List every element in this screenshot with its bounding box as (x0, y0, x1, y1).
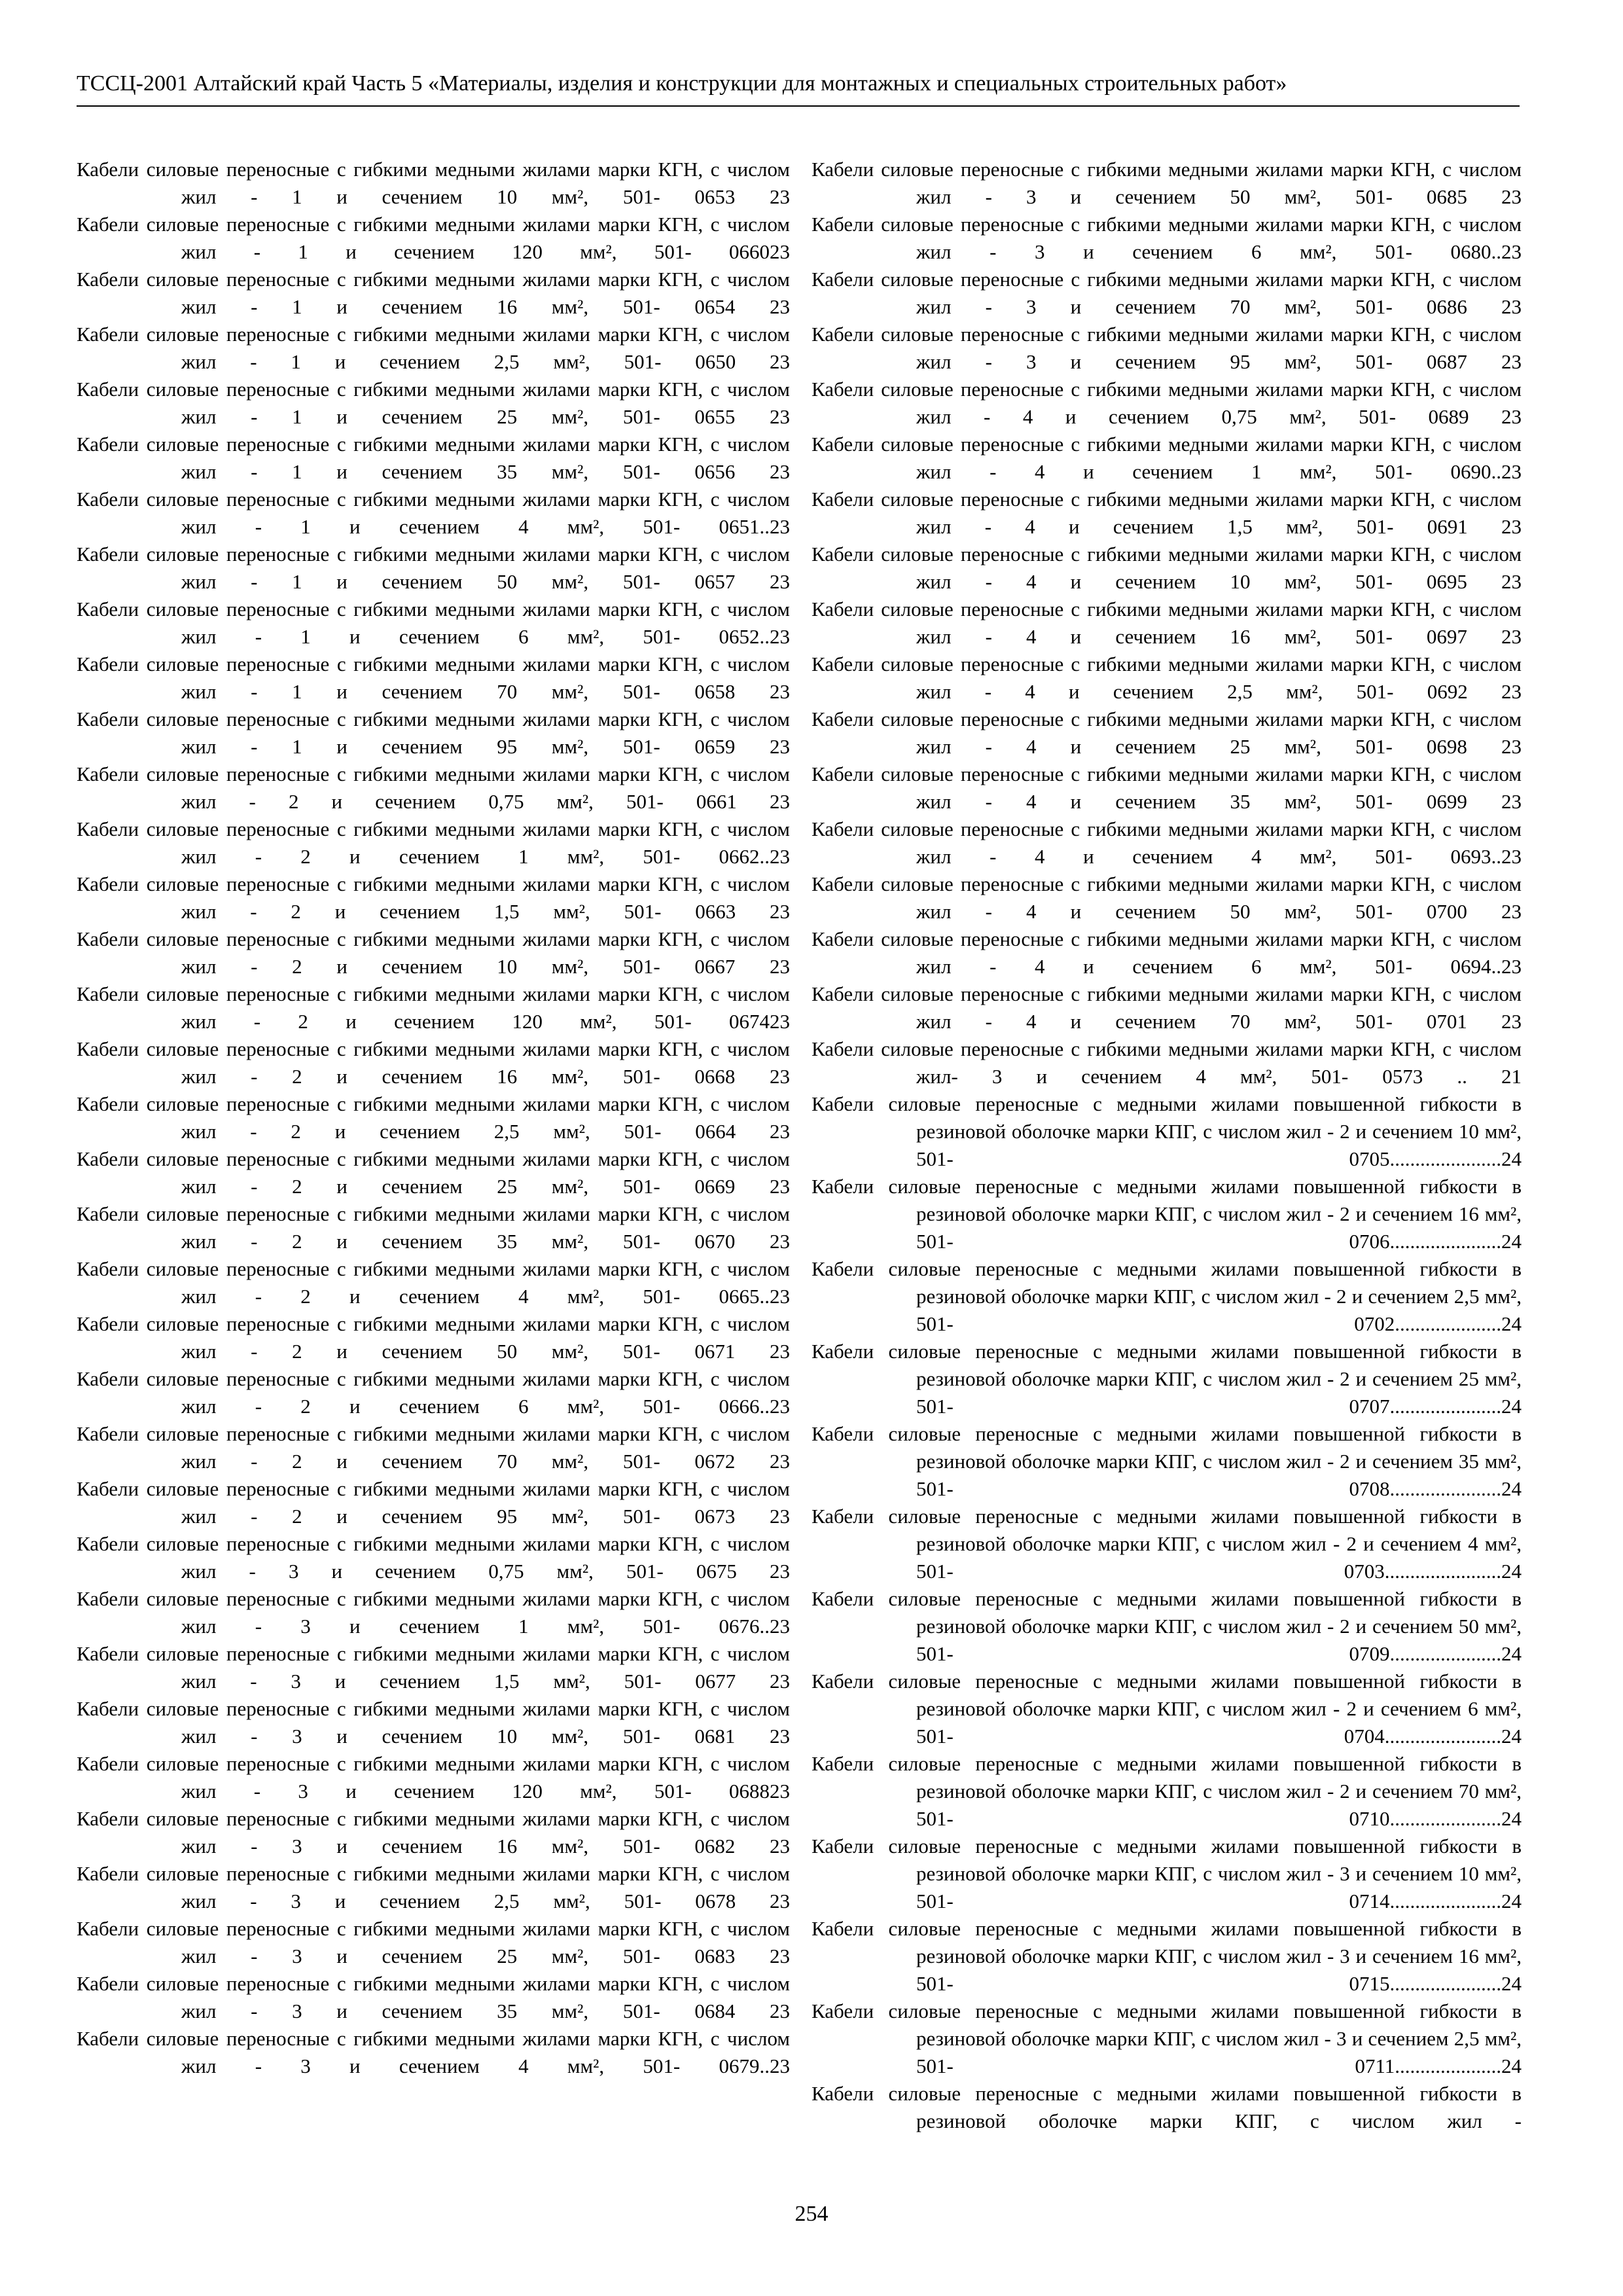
index-entry: Кабели силовые переносные с гибкими медными жилами марки КГН, с числом жил - 4 и сечением 2,5 мм², 501- 0692 23 (812, 653, 1522, 703)
index-entry: Кабели силовые переносные с гибкими медными жилами марки КГН, с числом жил - 2 и сечением 16 мм², 501- 0668 23 (77, 1037, 790, 1088)
index-entry: Кабели силовые переносные с гибкими медными жилами марки КГН, с числом жил - 1 и сечением 50 мм², 501- 0657 23 (77, 543, 790, 593)
index-entry: Кабели силовые переносные с гибкими медными жилами марки КГН, с числом жил - 3 и сечением 0,75 мм², 501- 0675 23 (77, 1532, 790, 1583)
index-entry: Кабели силовые переносные с гибкими медными жилами марки КГН, с числом жил - 2 и сечением 2,5 мм², 501- 0664 23 (77, 1092, 790, 1143)
index-entry: Кабели силовые переносные с гибкими медными жилами марки КГН, с числом жил - 4 и сечением 0,75 мм², 501- 0689 23 (812, 378, 1522, 428)
index-entry: Кабели силовые переносные с гибкими медными жилами марки КГН, с числом жил - 2 и сечением 120 мм², 501- 067423 (77, 982, 790, 1033)
index-column-right (812, 156, 1522, 2135)
index-entry: Кабели силовые переносные с гибкими медными жилами марки КГН, с числом жил - 1 и сечением 120 мм², 501- 066023 (77, 213, 790, 263)
index-entry: Кабели силовые переносные с гибкими медными жилами марки КГН, с числом жил - 4 и сечением 50 мм², 501- 0700 23 (812, 872, 1522, 923)
index-entry: Кабели силовые переносные с медными жилами повышенной гибкости в резиновой оболочке марки КПГ, с числом жил - 2 и сечением 4 мм², 501- 0703.......................24 (812, 1505, 1522, 1583)
index-entry: Кабели силовые переносные с гибкими медными жилами марки КГН, с числом жил - 3 и сечением 10 мм², 501- 0681 23 (77, 1697, 790, 1748)
index-entry: Кабели силовые переносные с гибкими медными жилами марки КГН, с числом жил - 1 и сечением 95 мм², 501- 0659 23 (77, 708, 790, 758)
index-entry: Кабели силовые переносные с гибкими медными жилами марки КГН, с числом жил - 4 и сечением 35 мм², 501- 0699 23 (812, 762, 1522, 813)
index-entry: Кабели силовые переносные с гибкими медными жилами марки КГН, с числом жил - 2 и сечением 70 мм², 501- 0672 23 (77, 1422, 790, 1473)
index-entry: Кабели силовые переносные с медными жилами повышенной гибкости в резиновой оболочке марки КПГ, с числом жил - 2 и сечением 25 мм², 501- 0707......................24 (812, 1340, 1522, 1418)
index-entry: Кабели силовые переносные с гибкими медными жилами марки КГН, с числом жил - 1 и сечением 4 мм², 501- 0651..23 (77, 488, 790, 538)
index-entry: Кабели силовые переносные с гибкими медными жилами марки КГН, с числом жил - 3 и сечением 120 мм², 501- 068823 (77, 1752, 790, 1803)
index-entry: Кабели силовые переносные с гибкими медными жилами марки КГН, с числом жил - 1 и сечением 6 мм², 501- 0652..23 (77, 598, 790, 648)
index-entry: Кабели силовые переносные с гибкими медными жилами марки КГН, с числом жил - 4 и сечением 1,5 мм², 501- 0691 23 (812, 488, 1522, 538)
index-entry: Кабели силовые переносные с гибкими медными жилами марки КГН, с числом жил - 3 и сечением 25 мм², 501- 0683 23 (77, 1917, 790, 1967)
index-entry: Кабели силовые переносные с гибкими медными жилами марки КГН, с числом жил - 3 и сечением 70 мм², 501- 0686 23 (812, 268, 1522, 318)
page-header: ТССЦ-2001 Алтайский край Часть 5 «Материалы, изделия и конструкции для монтажных и специальных строительных работ» (77, 67, 1520, 107)
index-entry: Кабели силовые переносные с гибкими медными жилами марки КГН, с числом жил - 2 и сечением 1 мм², 501- 0662..23 (77, 817, 790, 868)
index-entry: Кабели силовые переносные с гибкими медными жилами марки КГН, с числом жил - 1 и сечением 35 мм², 501- 0656 23 (77, 433, 790, 483)
index-entry: Кабели силовые переносные с гибкими медными жилами марки КГН, с числом жил - 2 и сечением 1,5 мм², 501- 0663 23 (77, 872, 790, 923)
index-entry: Кабели силовые переносные с гибкими медными жилами марки КГН, с числом жил - 2 и сечением 0,75 мм², 501- 0661 23 (77, 762, 790, 813)
index-entry: Кабели силовые переносные с медными жилами повышенной гибкости в резиновой оболочке марки КПГ, с числом жил - 2 и сечением 70 мм², 501- 0710......................24 (812, 1752, 1522, 1830)
index-entry: Кабели силовые переносные с гибкими медными жилами марки КГН, с числом жил - 3 и сечением 1,5 мм², 501- 0677 23 (77, 1642, 790, 1693)
index-entry: Кабели силовые переносные с медными жилами повышенной гибкости в резиновой оболочке марки КПГ, с числом жил - 2 и сечением 16 мм², 501- 0706......................24 (812, 1175, 1522, 1253)
index-entry: Кабели силовые переносные с гибкими медными жилами марки КГН, с числом жил- 3 и сечением 4 мм², 501- 0573 .. 21 (812, 1037, 1522, 1088)
index-entry: Кабели силовые переносные с медными жилами повышенной гибкости в резиновой оболочке марки КПГ, с числом жил - 3 и сечением 16 мм², 501- 0715......................24 (812, 1917, 1522, 1995)
index-entry: Кабели силовые переносные с гибкими медными жилами марки КГН, с числом жил - 4 и сечением 1 мм², 501- 0690..23 (812, 433, 1522, 483)
index-entry: Кабели силовые переносные с гибкими медными жилами марки КГН, с числом жил - 4 и сечением 25 мм², 501- 0698 23 (812, 708, 1522, 758)
index-entry: Кабели силовые переносные с гибкими медными жилами марки КГН, с числом жил - 4 и сечением 6 мм², 501- 0694..23 (812, 927, 1522, 978)
index-entry: Кабели силовые переносные с медными жилами повышенной гибкости в резиновой оболочке марки КПГ, с числом жил - 2 и сечением 6 мм², 501- 0704.......................24 (812, 1670, 1522, 1748)
index-entry: Кабели силовые переносные с гибкими медными жилами марки КГН, с числом жил - 3 и сечением 35 мм², 501- 0684 23 (77, 1972, 790, 2022)
index-entry: Кабели силовые переносные с гибкими медными жилами марки КГН, с числом жил - 4 и сечением 70 мм², 501- 0701 23 (812, 982, 1522, 1033)
index-entry: Кабели силовые переносные с гибкими медными жилами марки КГН, с числом жил - 2 и сечением 50 мм², 501- 0671 23 (77, 1312, 790, 1363)
index-entry: Кабели силовые переносные с гибкими медными жилами марки КГН, с числом жил - 2 и сечением 4 мм², 501- 0665..23 (77, 1257, 790, 1308)
index-entry: Кабели силовые переносные с гибкими медными жилами марки КГН, с числом жил - 1 и сечением 70 мм², 501- 0658 23 (77, 653, 790, 703)
index-column-left (77, 156, 790, 2080)
index-entry: Кабели силовые переносные с гибкими медными жилами марки КГН, с числом жил - 1 и сечением 2,5 мм², 501- 0650 23 (77, 323, 790, 373)
index-entry: Кабели силовые переносные с медными жилами повышенной гибкости в резиновой оболочке марки КПГ, с числом жил - 2 и сечением 2,5 мм², 501- 0702.....................24 (812, 1257, 1522, 1335)
index-entry: Кабели силовые переносные с гибкими медными жилами марки КГН, с числом жил - 3 и сечением 6 мм², 501- 0680..23 (812, 213, 1522, 263)
index-entry: Кабели силовые переносные с гибкими медными жилами марки КГН, с числом жил - 4 и сечением 10 мм², 501- 0695 23 (812, 543, 1522, 593)
index-entry: Кабели силовые переносные с гибкими медными жилами марки КГН, с числом жил - 3 и сечением 2,5 мм², 501- 0678 23 (77, 1862, 790, 1912)
index-entry: Кабели силовые переносные с гибкими медными жилами марки КГН, с числом жил - 2 и сечением 10 мм², 501- 0667 23 (77, 927, 790, 978)
index-entry: Кабели силовые переносные с гибкими медными жилами марки КГН, с числом жил - 1 и сечением 16 мм², 501- 0654 23 (77, 268, 790, 318)
index-entry: Кабели силовые переносные с медными жилами повышенной гибкости в резиновой оболочке марки КПГ, с числом жил - 2 и сечением 10 мм², 501- 0705......................24 (812, 1092, 1522, 1170)
page-number: 254 (794, 2202, 829, 2226)
index-entry: Кабели силовые переносные с гибкими медными жилами марки КГН, с числом жил - 1 и сечением 10 мм², 501- 0653 23 (77, 158, 790, 208)
index-entry: Кабели силовые переносные с медными жилами повышенной гибкости в резиновой оболочке марки КПГ, с числом жил - 2 и сечением 50 мм², 501- 0709......................24 (812, 1587, 1522, 1665)
index-entry: Кабели силовые переносные с гибкими медными жилами марки КГН, с числом жил - 2 и сечением 6 мм², 501- 0666..23 (77, 1367, 790, 1418)
index-entry: Кабели силовые переносные с медными жилами повышенной гибкости в резиновой оболочке марки КПГ, с числом жил - (812, 2082, 1522, 2132)
index-entry: Кабели силовые переносные с гибкими медными жилами марки КГН, с числом жил - 2 и сечением 95 мм², 501- 0673 23 (77, 1477, 790, 1528)
index-entry: Кабели силовые переносные с гибкими медными жилами марки КГН, с числом жил - 2 и сечением 35 мм², 501- 0670 23 (77, 1202, 790, 1253)
index-entry: Кабели силовые переносные с гибкими медными жилами марки КГН, с числом жил - 3 и сечением 1 мм², 501- 0676..23 (77, 1587, 790, 1638)
index-entry: Кабели силовые переносные с гибкими медными жилами марки КГН, с числом жил - 1 и сечением 25 мм², 501- 0655 23 (77, 378, 790, 428)
index-entry: Кабели силовые переносные с медными жилами повышенной гибкости в резиновой оболочке марки КПГ, с числом жил - 3 и сечением 10 мм², 501- 0714......................24 (812, 1835, 1522, 1912)
index-entry: Кабели силовые переносные с гибкими медными жилами марки КГН, с числом жил - 2 и сечением 25 мм², 501- 0669 23 (77, 1147, 790, 1198)
index-entry: Кабели силовые переносные с гибкими медными жилами марки КГН, с числом жил - 4 и сечением 16 мм², 501- 0697 23 (812, 598, 1522, 648)
index-entry: Кабели силовые переносные с гибкими медными жилами марки КГН, с числом жил - 3 и сечением 95 мм², 501- 0687 23 (812, 323, 1522, 373)
index-entry: Кабели силовые переносные с гибкими медными жилами марки КГН, с числом жил - 3 и сечением 4 мм², 501- 0679..23 (77, 2027, 790, 2077)
index-entry: Кабели силовые переносные с медными жилами повышенной гибкости в резиновой оболочке марки КПГ, с числом жил - 3 и сечением 2,5 мм², 501- 0711.....................24 (812, 2000, 1522, 2077)
index-entry: Кабели силовые переносные с медными жилами повышенной гибкости в резиновой оболочке марки КПГ, с числом жил - 2 и сечением 35 мм², 501- 0708......................24 (812, 1422, 1522, 1500)
index-entry: Кабели силовые переносные с гибкими медными жилами марки КГН, с числом жил - 4 и сечением 4 мм², 501- 0693..23 (812, 817, 1522, 868)
index-entry: Кабели силовые переносные с гибкими медными жилами марки КГН, с числом жил - 3 и сечением 50 мм², 501- 0685 23 (812, 158, 1522, 208)
index-entry: Кабели силовые переносные с гибкими медными жилами марки КГН, с числом жил - 3 и сечением 16 мм², 501- 0682 23 (77, 1807, 790, 1857)
